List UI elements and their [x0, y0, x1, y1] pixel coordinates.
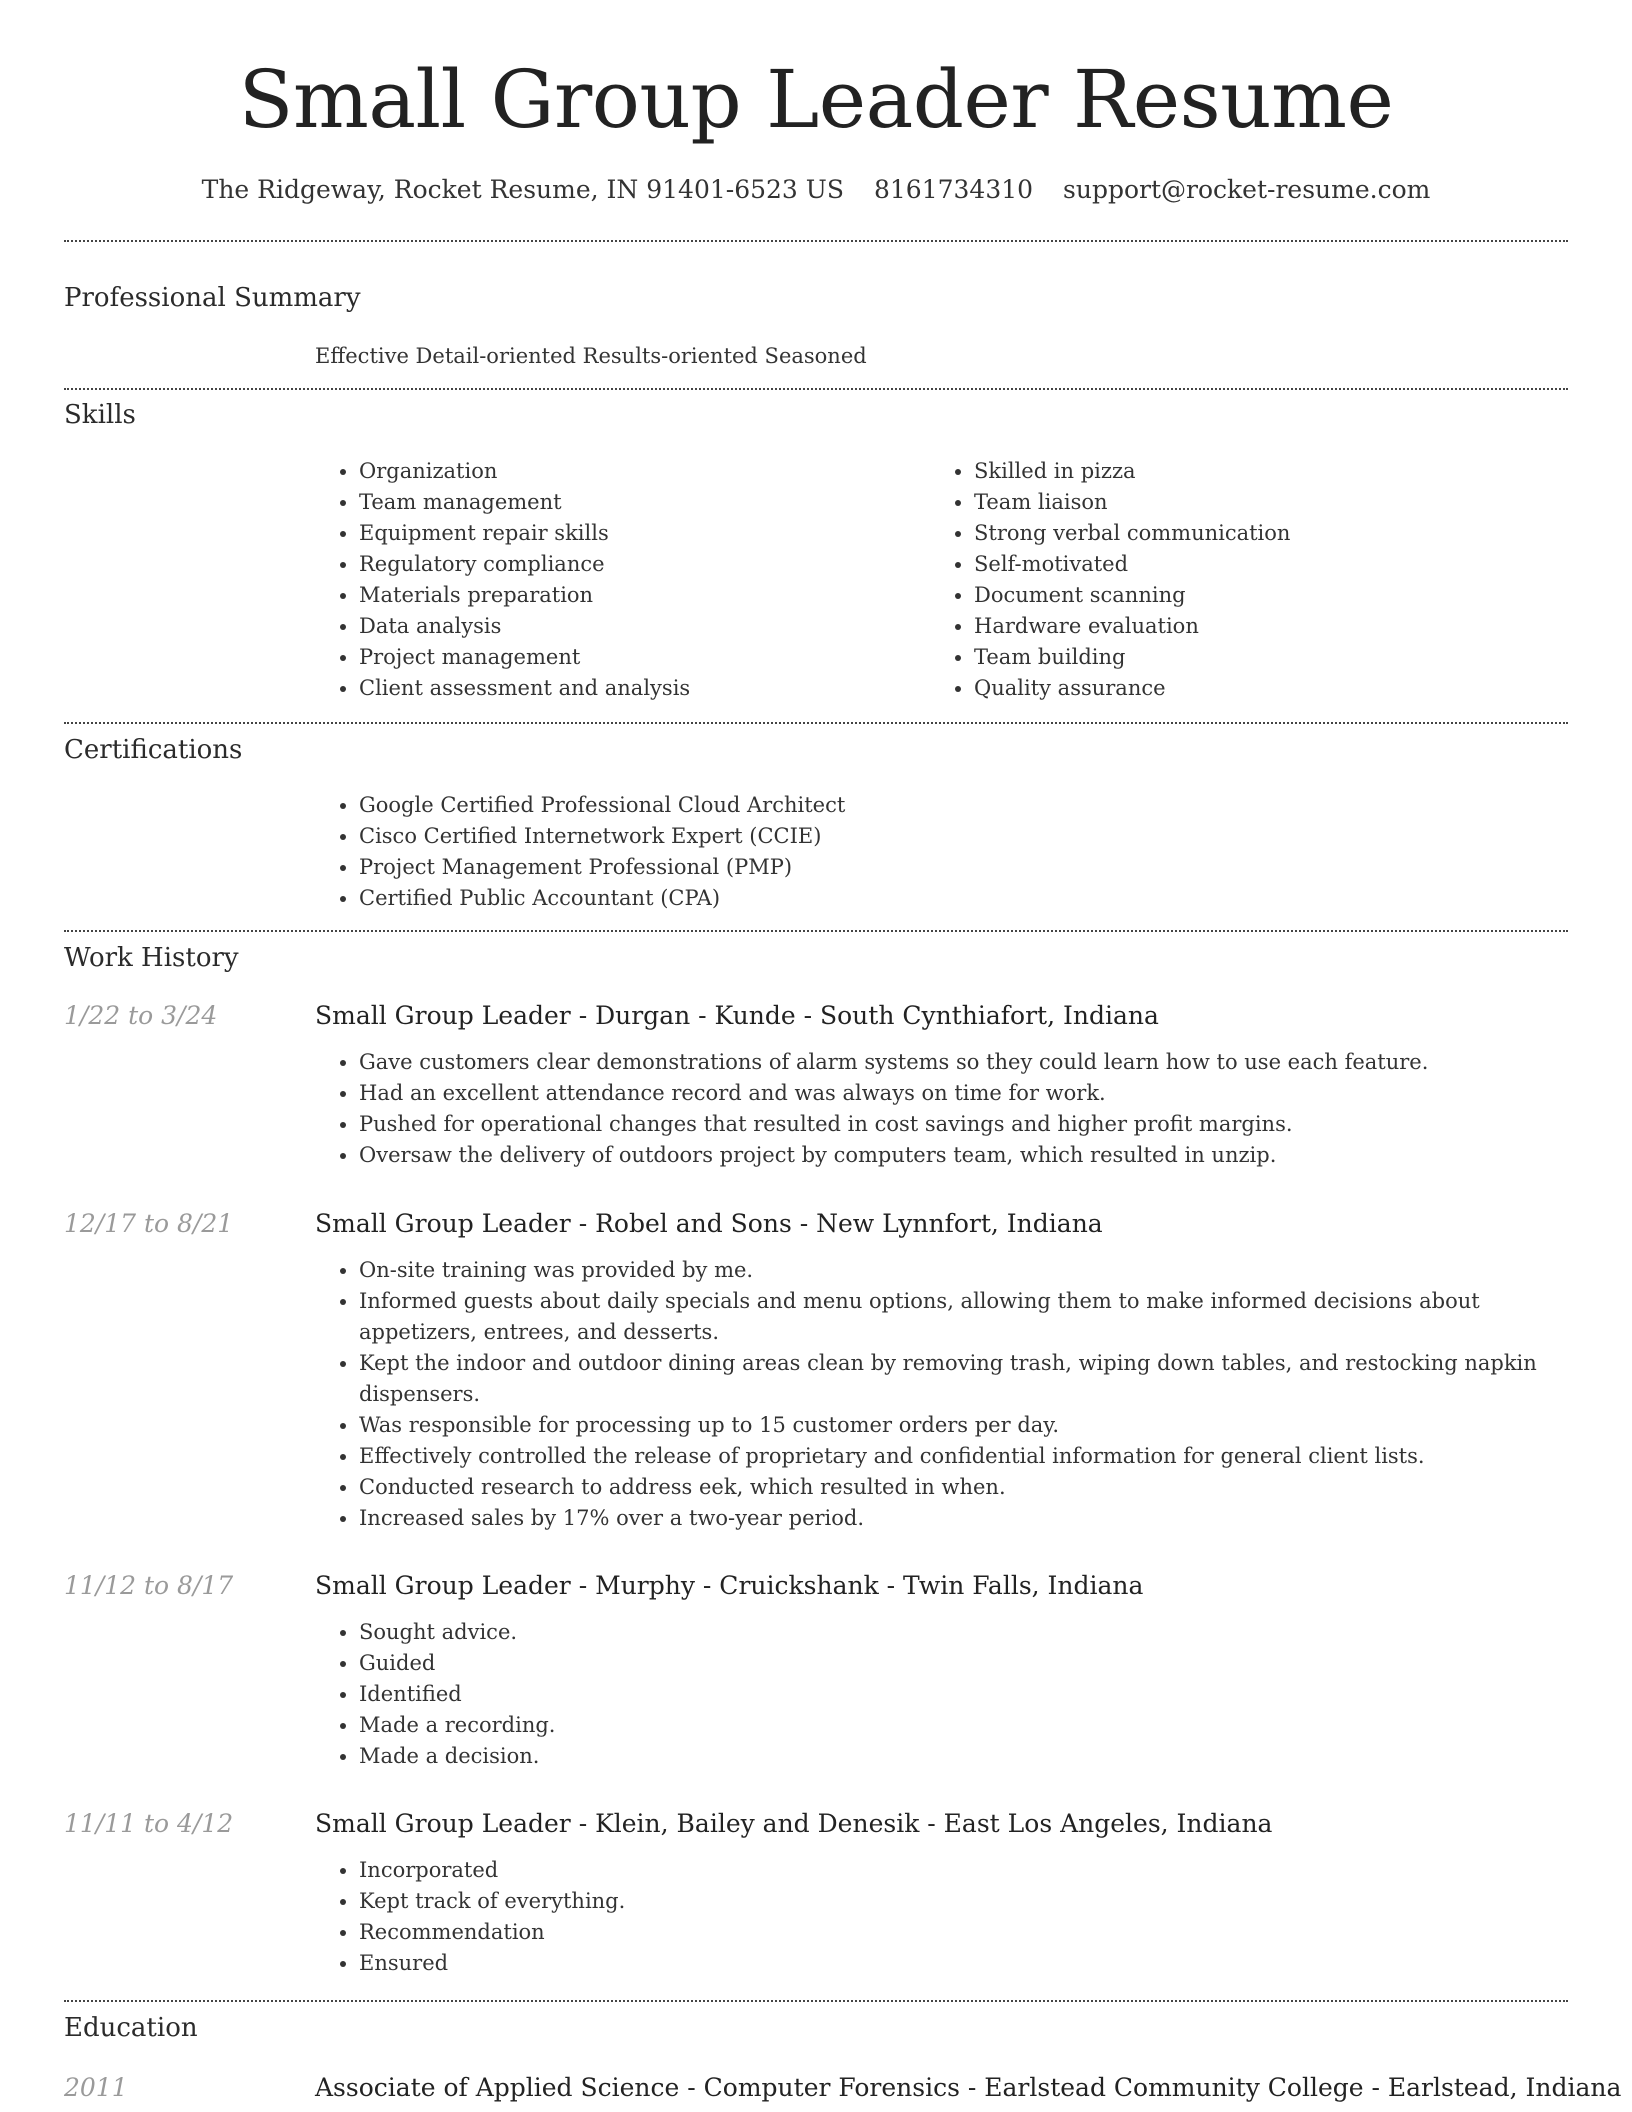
job-bullets [315, 1255, 1575, 1534]
skill-item: • Quality assurance [974, 673, 1530, 704]
job-title: Small Group Leader - Klein, Bailey and Denesik - East Los Angeles, Indiana [315, 1809, 1273, 1838]
job-bullet: • Sought advice. [359, 1617, 1575, 1648]
job-title: Small Group Leader - Murphy - Cruickshank - Twin Falls, Indiana [315, 1571, 1144, 1600]
job-bullet: • Recommendation [359, 1917, 1575, 1948]
section-divider [64, 388, 1568, 390]
education-heading: Education [64, 2013, 198, 2043]
skill-item: • Document scanning [974, 580, 1530, 611]
job-bullet: • Was responsible for processing up to 15 customer orders per day. [359, 1410, 1575, 1441]
job-bullet: • Conducted research to address eek, which resulted in when. [359, 1472, 1575, 1503]
job-bullet: • Identified [359, 1679, 1575, 1710]
skill-item: • Team building [974, 642, 1530, 673]
job-bullet: • Incorporated [359, 1855, 1575, 1886]
skill-item: • Equipment repair skills [359, 518, 915, 549]
skill-item: • Organization [359, 456, 915, 487]
job-dates: 11/12 to 8/17 [64, 1571, 234, 1600]
skill-item: • Materials preparation [359, 580, 915, 611]
certifications-list [315, 790, 845, 914]
job-bullet: • Ensured [359, 1948, 1575, 1979]
skill-item: • Self-motivated [974, 549, 1530, 580]
job-bullets [315, 1047, 1575, 1171]
job-dates: 11/11 to 4/12 [64, 1809, 234, 1838]
skill-item: • Regulatory compliance [359, 549, 915, 580]
job-bullets [315, 1617, 1575, 1772]
job-bullet: • Had an excellent attendance record and was always on time for work. [359, 1078, 1575, 1109]
contact-email: support@rocket-resume.com [1063, 175, 1431, 204]
skills-column-right [930, 456, 1530, 704]
skill-item: • Team management [359, 487, 915, 518]
education-title: Associate of Applied Science - Computer Forensics - Earlstead Community College - Earlstead, Indiana [315, 2073, 1622, 2102]
job-bullet: • Made a recording. [359, 1710, 1575, 1741]
contact-address: The Ridgeway, Rocket Resume, IN 91401-6523 US [201, 175, 844, 204]
skill-item: • Strong verbal communication [974, 518, 1530, 549]
job-bullet: • Kept the indoor and outdoor dining areas clean by removing trash, wiping down tables, and restocking napkin dispensers. [359, 1348, 1575, 1410]
skill-item: • Hardware evaluation [974, 611, 1530, 642]
skills-heading: Skills [64, 400, 136, 430]
certification-item: • Google Certified Professional Cloud Architect [359, 790, 845, 821]
certification-item: • Certified Public Accountant (CPA) [359, 883, 845, 914]
certification-item: • Cisco Certified Internetwork Expert (CCIE) [359, 821, 845, 852]
resume-title: Small Group Leader Resume [238, 53, 1394, 146]
certification-item: • Project Management Professional (PMP) [359, 852, 845, 883]
job-bullet: • Made a decision. [359, 1741, 1575, 1772]
job-bullet: • On-site training was provided by me. [359, 1255, 1575, 1286]
job-dates: 12/17 to 8/21 [64, 1209, 234, 1238]
job-title: Small Group Leader - Robel and Sons - New Lynnfort, Indiana [315, 1209, 1103, 1238]
job-bullet: • Oversaw the delivery of outdoors project by computers team, which resulted in unzip. [359, 1140, 1575, 1171]
education-date: 2011 [64, 2073, 128, 2102]
certifications-heading: Certifications [64, 735, 243, 765]
job-title: Small Group Leader - Durgan - Kunde - South Cynthiafort, Indiana [315, 1001, 1159, 1030]
job-bullet: • Increased sales by 17% over a two-year period. [359, 1503, 1575, 1534]
section-divider [64, 240, 1568, 242]
section-divider [64, 2000, 1568, 2002]
skill-item: • Team liaison [974, 487, 1530, 518]
job-bullet: • Kept track of everything. [359, 1886, 1575, 1917]
job-bullet: • Guided [359, 1648, 1575, 1679]
summary-text: Effective Detail-oriented Results-oriented Seasoned [315, 344, 867, 368]
contact-phone: 8161734310 [873, 175, 1034, 204]
job-dates: 1/22 to 3/24 [64, 1001, 218, 1030]
skill-item: • Data analysis [359, 611, 915, 642]
job-bullet: • Pushed for operational changes that resulted in cost savings and higher profit margins. [359, 1109, 1575, 1140]
job-bullet: • Gave customers clear demonstrations of alarm systems so they could learn how to use each feature. [359, 1047, 1575, 1078]
job-bullet: • Effectively controlled the release of proprietary and confidential information for general client lists. [359, 1441, 1575, 1472]
skill-item: • Client assessment and analysis [359, 673, 915, 704]
job-bullet: • Informed guests about daily specials and menu options, allowing them to make informed decisions about appetizers, entrees, and desserts. [359, 1286, 1575, 1348]
section-divider [64, 930, 1568, 932]
work-history-heading: Work History [64, 943, 239, 973]
skill-item: • Skilled in pizza [974, 456, 1530, 487]
skills-column-left [315, 456, 915, 704]
summary-heading: Professional Summary [64, 283, 361, 313]
job-bullets [315, 1855, 1575, 1979]
contact-line [0, 170, 1632, 210]
section-divider [64, 722, 1568, 724]
skill-item: • Project management [359, 642, 915, 673]
